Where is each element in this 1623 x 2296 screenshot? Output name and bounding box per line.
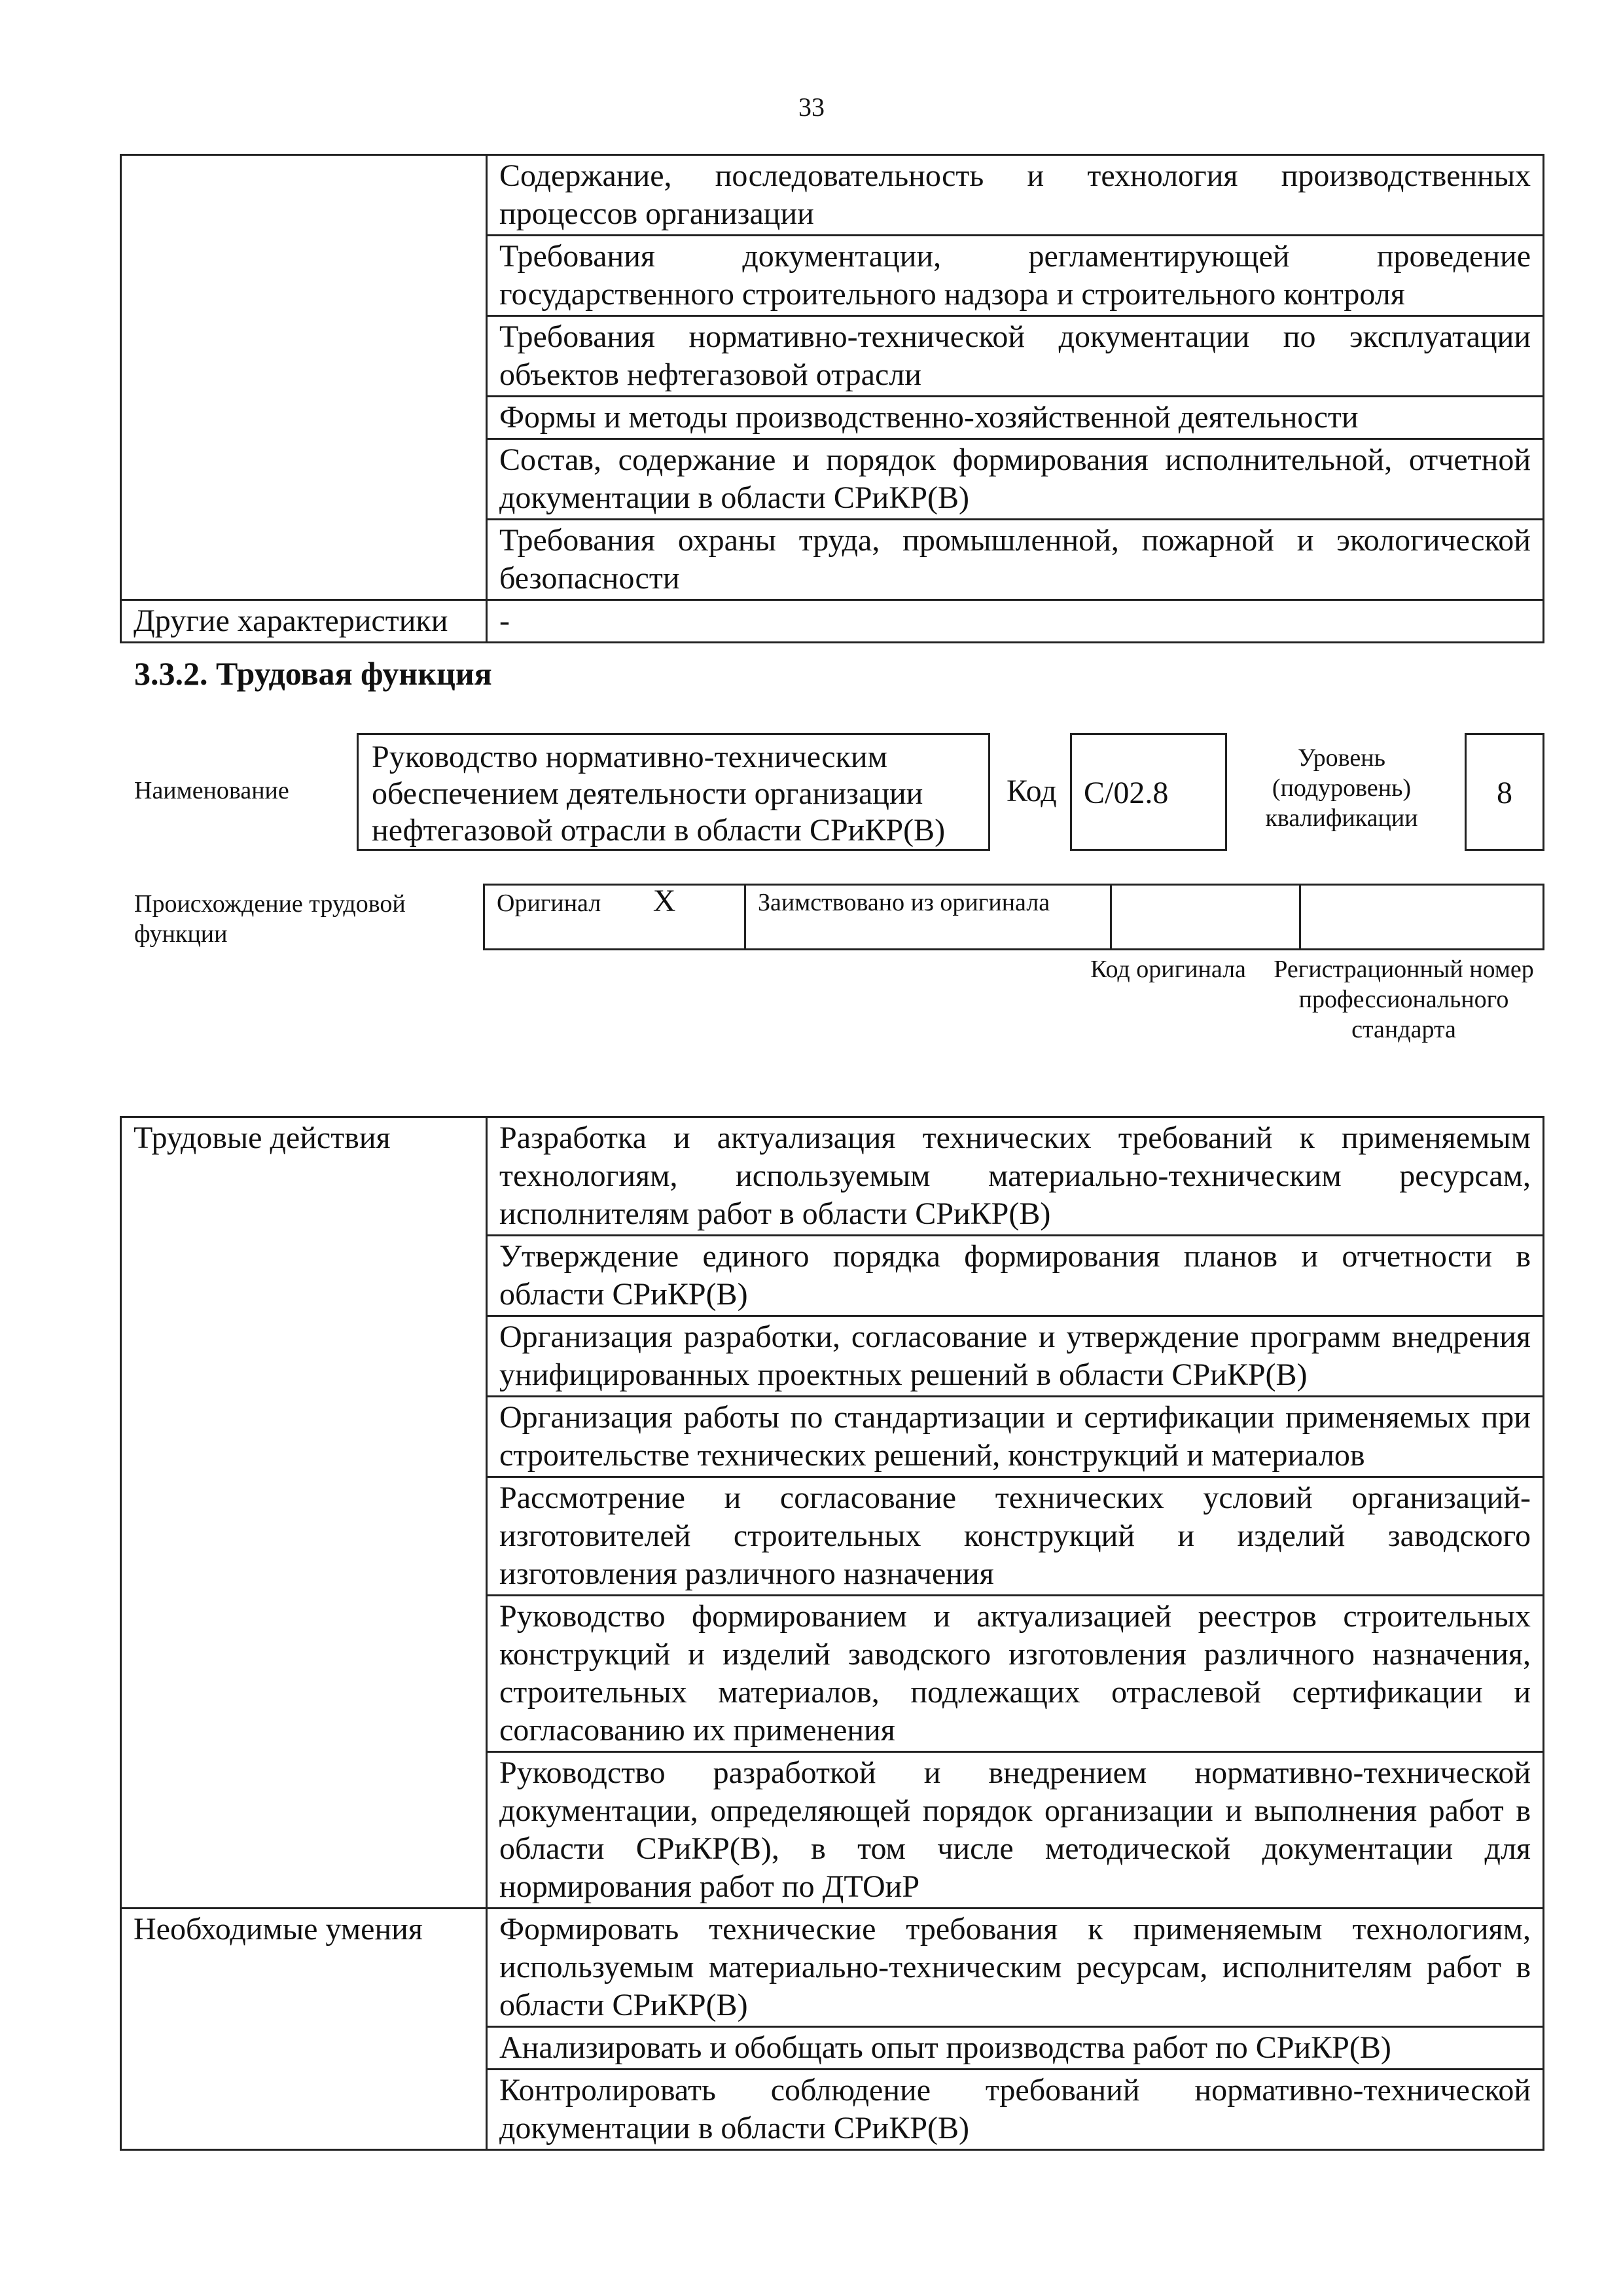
action-item: Разработка и актуализация технических требований к применяемым технологиям, используемым материально-техническим ресурсам, исполнителям работ в области СРиКР(В) [487,1117,1544,1236]
action-item: Руководство формированием и актуализацией реестров строительных конструкций и изделий заводского изготовления различного назначения, строительных материалов, подлежащих отраслевой сертификации и согласованию их применения [487,1596,1544,1752]
knowledge-item: Содержание, последовательность и технология производственных процессов организации [487,155,1544,236]
level-label: Уровень (подуровень) квалификации [1265,744,1418,832]
knowledge-item: Требования нормативно-технической документации по эксплуатации объектов нефтегазовой отрасли [487,316,1544,397]
code-label: Код [1007,774,1057,808]
code-original-caption: Код оригинала [1090,956,1246,983]
action-item: Руководство разработкой и внедрением нормативно-технической документации, определяющей порядок организации и выполнения работ в области СРиКР(В), в том числе методической документации для нормирования работ по ДТОиР [487,1752,1544,1909]
page-number: 33 [798,92,825,122]
function-name-box: Руководство нормативно-техническим обеспечением деятельности организации нефтегазовой отрасли в области СРиКР(В) [357,733,990,851]
action-item: Рассмотрение и согласование технических условий организаций-изготовителей строительных конструкций и изделий заводского изготовления различного назначения [487,1477,1544,1596]
origin-code-cell [1111,885,1300,950]
section-title: 3.3.2. Трудовая функция [134,655,492,692]
origin-original-cell [484,885,745,950]
action-item: Организация работы по стандартизации и сертификации применяемых при строительстве технических решений, конструкций и материалов [487,1397,1544,1477]
knowledge-table [120,154,1544,643]
knowledge-item: Требования документации, регламентирующей проведение государственного строительного надзора и строительного контроля [487,236,1544,316]
original-mark: X [652,884,676,918]
origin-label: Происхождение трудовой функции [134,890,406,948]
level-value-box: 8 [1465,733,1544,851]
knowledge-item: Формы и методы производственно-хозяйственной деятельности [487,397,1544,439]
knowledge-item: Состав, содержание и порядок формирования исполнительной, отчетной документации в области СРиКР(В) [487,439,1544,520]
skill-item: Анализировать и обобщать опыт производства работ по СРиКР(В) [487,2027,1544,2070]
actions-label: Трудовые действия [121,1117,487,1909]
original-label: Оригинал [497,889,601,917]
skill-item: Контролировать соблюдение требований нормативно-технической документации в области СРиКР(В) [487,2070,1544,2150]
borrowed-label: Заимствовано из оригинала [745,885,1111,950]
action-item: Организация разработки, согласование и утверждение программ внедрения унифицированных проектных решений в области СРиКР(В) [487,1316,1544,1397]
actions-table [120,1116,1544,2151]
knowledge-item: Требования охраны труда, промышленной, пожарной и экологической безопасности [487,520,1544,600]
knowledge-label-cell [121,155,487,600]
action-item: Утверждение единого порядка формирования планов и отчетности в области СРиКР(В) [487,1236,1544,1316]
origin-table [483,884,1544,950]
other-characteristics-value: - [487,600,1544,643]
name-label: Наименование [134,777,289,804]
other-characteristics-label: Другие характеристики [121,600,487,643]
origin-reg-cell [1300,885,1544,950]
skill-item: Формировать технические требования к применяемым технологиям, используемым материально-техническим ресурсам, исполнителям работ в области СРиКР(В) [487,1909,1544,2027]
reg-number-caption: Регистрационный номер профессионального стандарта [1274,956,1534,1043]
skills-label: Необходимые умения [121,1909,487,2150]
function-code-box: С/02.8 [1070,733,1227,851]
